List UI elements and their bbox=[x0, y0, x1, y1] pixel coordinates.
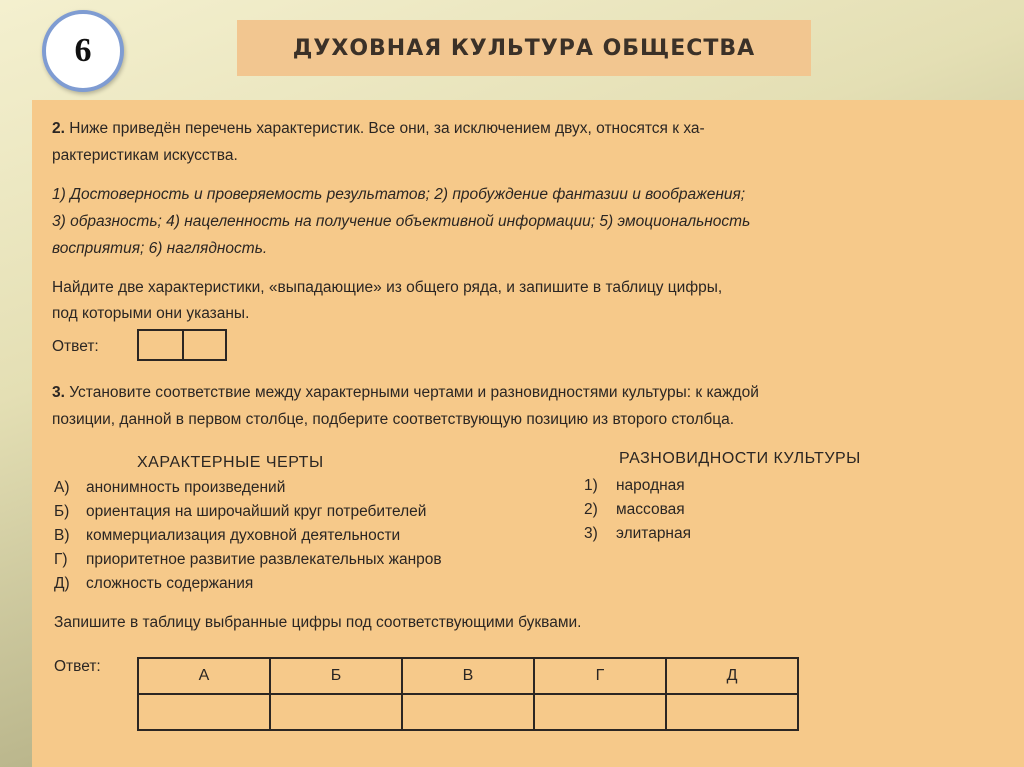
type-number: 1) bbox=[584, 477, 598, 494]
task2-list-line2: 3) образность; 4) нацеленность на получение объективной информации; 5) эмоциональность bbox=[52, 213, 751, 230]
feature-text: коммерциализация духовной деятельности bbox=[86, 527, 401, 544]
feature-item bbox=[54, 572, 442, 596]
worksheet-page bbox=[32, 100, 1024, 767]
task2-list-line3: восприятия; 6) наглядность. bbox=[52, 240, 268, 257]
feature-letter: Б) bbox=[54, 503, 70, 520]
task2-answer-label: Ответ: bbox=[52, 338, 99, 355]
answer-table-header-cell: Г bbox=[534, 658, 666, 694]
answer-table-input-row bbox=[138, 694, 798, 730]
task3-intro-line2: позиции, данной в первом столбце, подберите соответствующую позицию из второго столбца. bbox=[52, 411, 735, 428]
feature-text: анонимность произведений bbox=[86, 479, 286, 496]
answer-table-header-cell: Б bbox=[270, 658, 402, 694]
type-text: элитарная bbox=[616, 525, 692, 542]
answer-table-input-cell[interactable] bbox=[402, 694, 534, 730]
types-column-header: РАЗНОВИДНОСТИ КУЛЬТУРЫ bbox=[619, 450, 861, 467]
task2-list-line1: 1) Достоверность и проверяемость результатов; 2) пробуждение фантазии и воображения; bbox=[52, 186, 746, 203]
feature-item bbox=[54, 500, 442, 524]
task2-instruction-line1: Найдите две характеристики, «выпадающие» из общего ряда, и запишите в таблицу цифры, bbox=[52, 279, 723, 296]
slide-number-badge: 6 bbox=[42, 10, 124, 92]
features-list bbox=[54, 476, 442, 596]
answer-table-input-cell[interactable] bbox=[138, 694, 270, 730]
type-number: 2) bbox=[584, 501, 598, 518]
type-item bbox=[584, 474, 691, 498]
feature-text: сложность содержания bbox=[86, 575, 254, 592]
task3-number: 3. bbox=[52, 384, 65, 401]
task3-answer-label: Ответ: bbox=[54, 658, 101, 675]
task3-instruction: Запишите в таблицу выбранные цифры под соответствующими буквами. bbox=[54, 614, 582, 631]
answer-table-header-cell: В bbox=[402, 658, 534, 694]
type-text: народная bbox=[616, 477, 685, 494]
slide-title: ДУХОВНАЯ КУЛЬТУРА ОБЩЕСТВА bbox=[237, 20, 811, 76]
type-text: массовая bbox=[616, 501, 685, 518]
feature-letter: А) bbox=[54, 479, 70, 496]
types-list bbox=[584, 474, 691, 546]
task2-intro-line2: рактеристикам искусства. bbox=[52, 147, 238, 164]
feature-text: ориентация на широчайший круг потребителей bbox=[86, 503, 427, 520]
task3-answer-table bbox=[137, 657, 799, 731]
task2-instruction-line2: под которыми они указаны. bbox=[52, 305, 250, 322]
feature-letter: Д) bbox=[54, 575, 70, 592]
task2-answer-box bbox=[137, 329, 227, 361]
answer-table-input-cell[interactable] bbox=[270, 694, 402, 730]
task2-answer-cell-2[interactable] bbox=[182, 331, 225, 359]
feature-item bbox=[54, 524, 442, 548]
answer-table-input-cell[interactable] bbox=[534, 694, 666, 730]
answer-table-header-cell: А bbox=[138, 658, 270, 694]
answer-table-header-row bbox=[138, 658, 798, 694]
task3-intro-line1 bbox=[52, 378, 759, 407]
answer-table-input-cell[interactable] bbox=[666, 694, 798, 730]
feature-letter: Г) bbox=[54, 551, 68, 568]
task2-answer-cell-1[interactable] bbox=[139, 331, 182, 359]
type-item bbox=[584, 498, 691, 522]
task2-intro-text: Ниже приведён перечень характеристик. Все они, за исключением двух, относятся к ха- bbox=[69, 120, 705, 137]
type-item bbox=[584, 522, 691, 546]
task2-number: 2. bbox=[52, 120, 65, 137]
feature-text: приоритетное развитие развлекательных жанров bbox=[86, 551, 442, 568]
feature-letter: В) bbox=[54, 527, 70, 544]
answer-table-header-cell: Д bbox=[666, 658, 798, 694]
task3-intro-text: Установите соответствие между характерными чертами и разновидностями культуры: к каждой bbox=[69, 384, 759, 401]
features-column-header: ХАРАКТЕРНЫЕ ЧЕРТЫ bbox=[137, 454, 324, 471]
feature-item bbox=[54, 476, 442, 500]
feature-item bbox=[54, 548, 442, 572]
type-number: 3) bbox=[584, 525, 598, 542]
task2-intro-line1 bbox=[52, 114, 705, 143]
